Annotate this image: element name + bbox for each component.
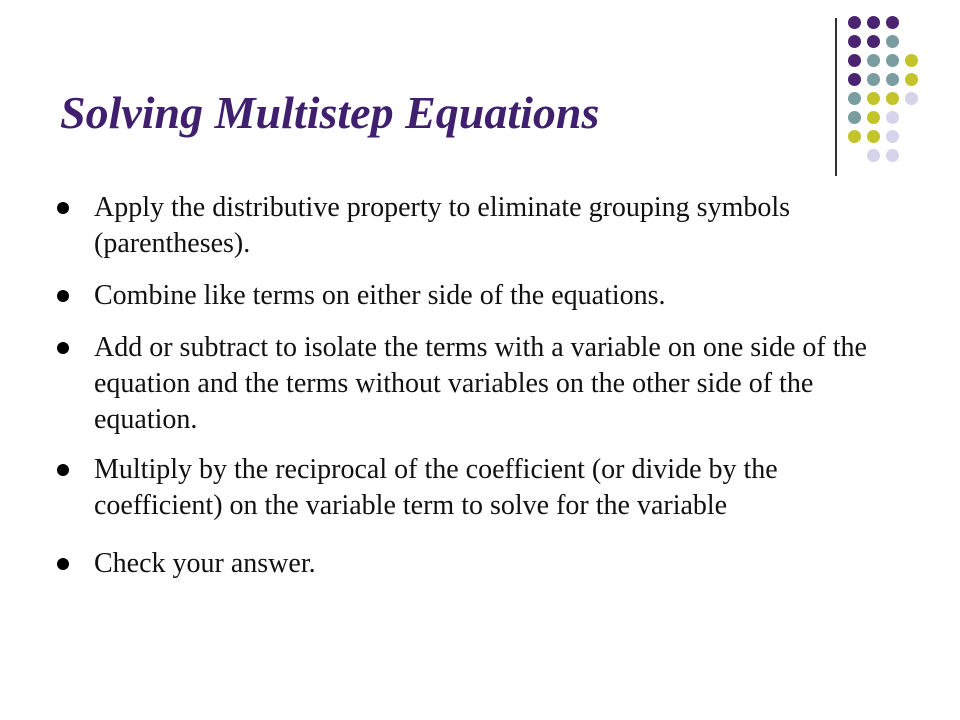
bullet-icon	[57, 290, 69, 302]
decorative-dot	[867, 130, 880, 143]
bullet-icon	[57, 202, 69, 214]
bullet-item	[56, 278, 896, 314]
bullet-item	[56, 546, 896, 582]
slide-title: Solving Multistep Equations	[60, 87, 600, 138]
bullet-text: Add or subtract to isolate the terms with a variable on one side of the equation and the terms without variables on the other side of the equation.	[94, 332, 867, 435]
decorative-dot	[848, 73, 861, 86]
bullet-text: Check your answer.	[94, 548, 316, 579]
decorative-dot	[867, 54, 880, 67]
decorative-dot	[867, 149, 880, 162]
decorative-dot	[886, 130, 899, 143]
decorative-dot	[848, 54, 861, 67]
decorative-dot	[848, 92, 861, 105]
decorative-dot	[848, 16, 861, 29]
decorative-dot	[867, 73, 880, 86]
bullet-icon	[57, 464, 69, 476]
decorative-dot	[886, 111, 899, 124]
bullet-item	[56, 330, 896, 438]
decorative-dot	[867, 35, 880, 48]
decorative-dot	[848, 111, 861, 124]
decorative-dot	[848, 130, 861, 143]
bullet-text: Apply the distributive property to eliminate grouping symbols (parentheses).	[94, 192, 791, 259]
decorative-dot	[905, 92, 918, 105]
decorative-dot	[905, 73, 918, 86]
decorative-dot	[886, 54, 899, 67]
decorative-dot	[867, 92, 880, 105]
bullet-icon	[57, 342, 69, 354]
decorative-dot	[886, 35, 899, 48]
decorative-dot	[905, 54, 918, 67]
vertical-divider	[835, 18, 837, 176]
decorative-dot	[886, 73, 899, 86]
bullet-icon	[57, 558, 69, 570]
decorative-dot	[886, 92, 899, 105]
decorative-dot	[867, 16, 880, 29]
decorative-dot	[848, 35, 861, 48]
bullet-item	[56, 452, 896, 524]
decorative-dot	[867, 111, 880, 124]
bullet-text: Combine like terms on either side of the equations.	[94, 280, 666, 311]
bullet-item	[56, 190, 896, 262]
decorative-dot	[886, 149, 899, 162]
bullet-text: Multiply by the reciprocal of the coefficient (or divide by the coefficient) on the variable term to solve for the variable	[94, 454, 778, 521]
bullet-list	[56, 190, 896, 582]
decorative-dot	[886, 16, 899, 29]
